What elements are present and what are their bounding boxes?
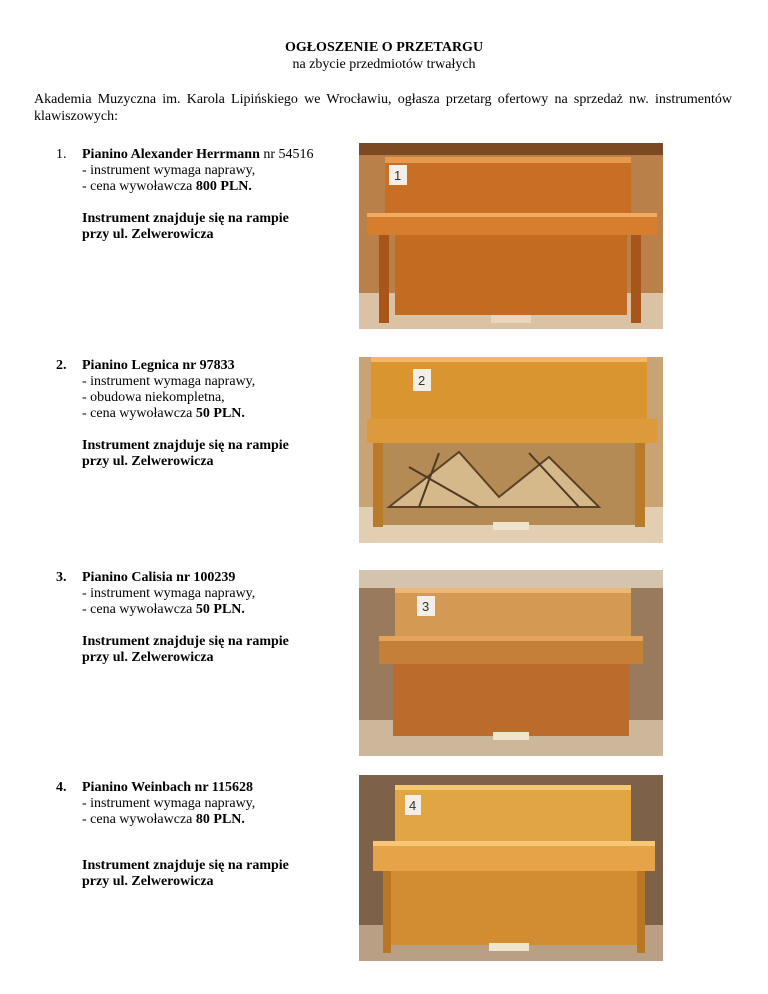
lot-tag: 4 <box>409 798 417 813</box>
intro-paragraph: Akademia Muzyczna im. Karola Lipińskiego we Wrocławiu, ogłasza przetarg ofertowy na sprzedaż nw. instrumentów klawiszowych: <box>34 92 732 124</box>
item-title: Pianino Alexander Herrmann nr 54516 <box>82 147 314 162</box>
item-detail: - instrument wymaga naprawy, <box>82 796 256 811</box>
piano-photo <box>359 143 663 329</box>
item-location: Instrument znajduje się na rampie przy ul. Zelwerowicza <box>82 211 289 242</box>
item-price: - cena wywoławcza 50 PLN. <box>82 406 245 421</box>
item-location: Instrument znajduje się na rampie przy ul. Zelwerowicza <box>82 438 289 469</box>
item-number: 2. <box>56 358 67 373</box>
document-title: OGŁOSZENIE O PRZETARGU <box>284 40 484 55</box>
lot-tag: 2 <box>418 373 426 388</box>
lot-tag: 3 <box>422 599 430 614</box>
piano-photo <box>359 775 663 961</box>
item-title: Pianino Legnica nr 97833 <box>82 358 235 373</box>
item-number: 4. <box>56 780 67 795</box>
item-location: Instrument znajduje się na rampie przy ul. Zelwerowicza <box>82 858 289 889</box>
item-number: 3. <box>56 570 67 585</box>
lot-tag: 1 <box>394 168 402 183</box>
item-number: 1. <box>56 147 67 162</box>
item-detail: - obudowa niekompletna, <box>82 390 225 405</box>
piano-photo <box>359 570 663 756</box>
item-title: Pianino Weinbach nr 115628 <box>82 780 254 795</box>
item-price: - cena wywoławcza 800 PLN. <box>82 179 252 194</box>
item-detail: - instrument wymaga naprawy, <box>82 586 256 601</box>
item-location: Instrument znajduje się na rampie przy ul. Zelwerowicza <box>82 634 289 665</box>
item-detail: - instrument wymaga naprawy, <box>82 163 256 178</box>
item-title: Pianino Calisia nr 100239 <box>82 570 236 585</box>
piano-photo <box>359 357 663 543</box>
document-subtitle: na zbycie przedmiotów trwałych <box>292 57 476 72</box>
item-price: - cena wywoławcza 50 PLN. <box>82 602 245 617</box>
item-detail: - instrument wymaga naprawy, <box>82 374 256 389</box>
item-price: - cena wywoławcza 80 PLN. <box>82 812 245 827</box>
